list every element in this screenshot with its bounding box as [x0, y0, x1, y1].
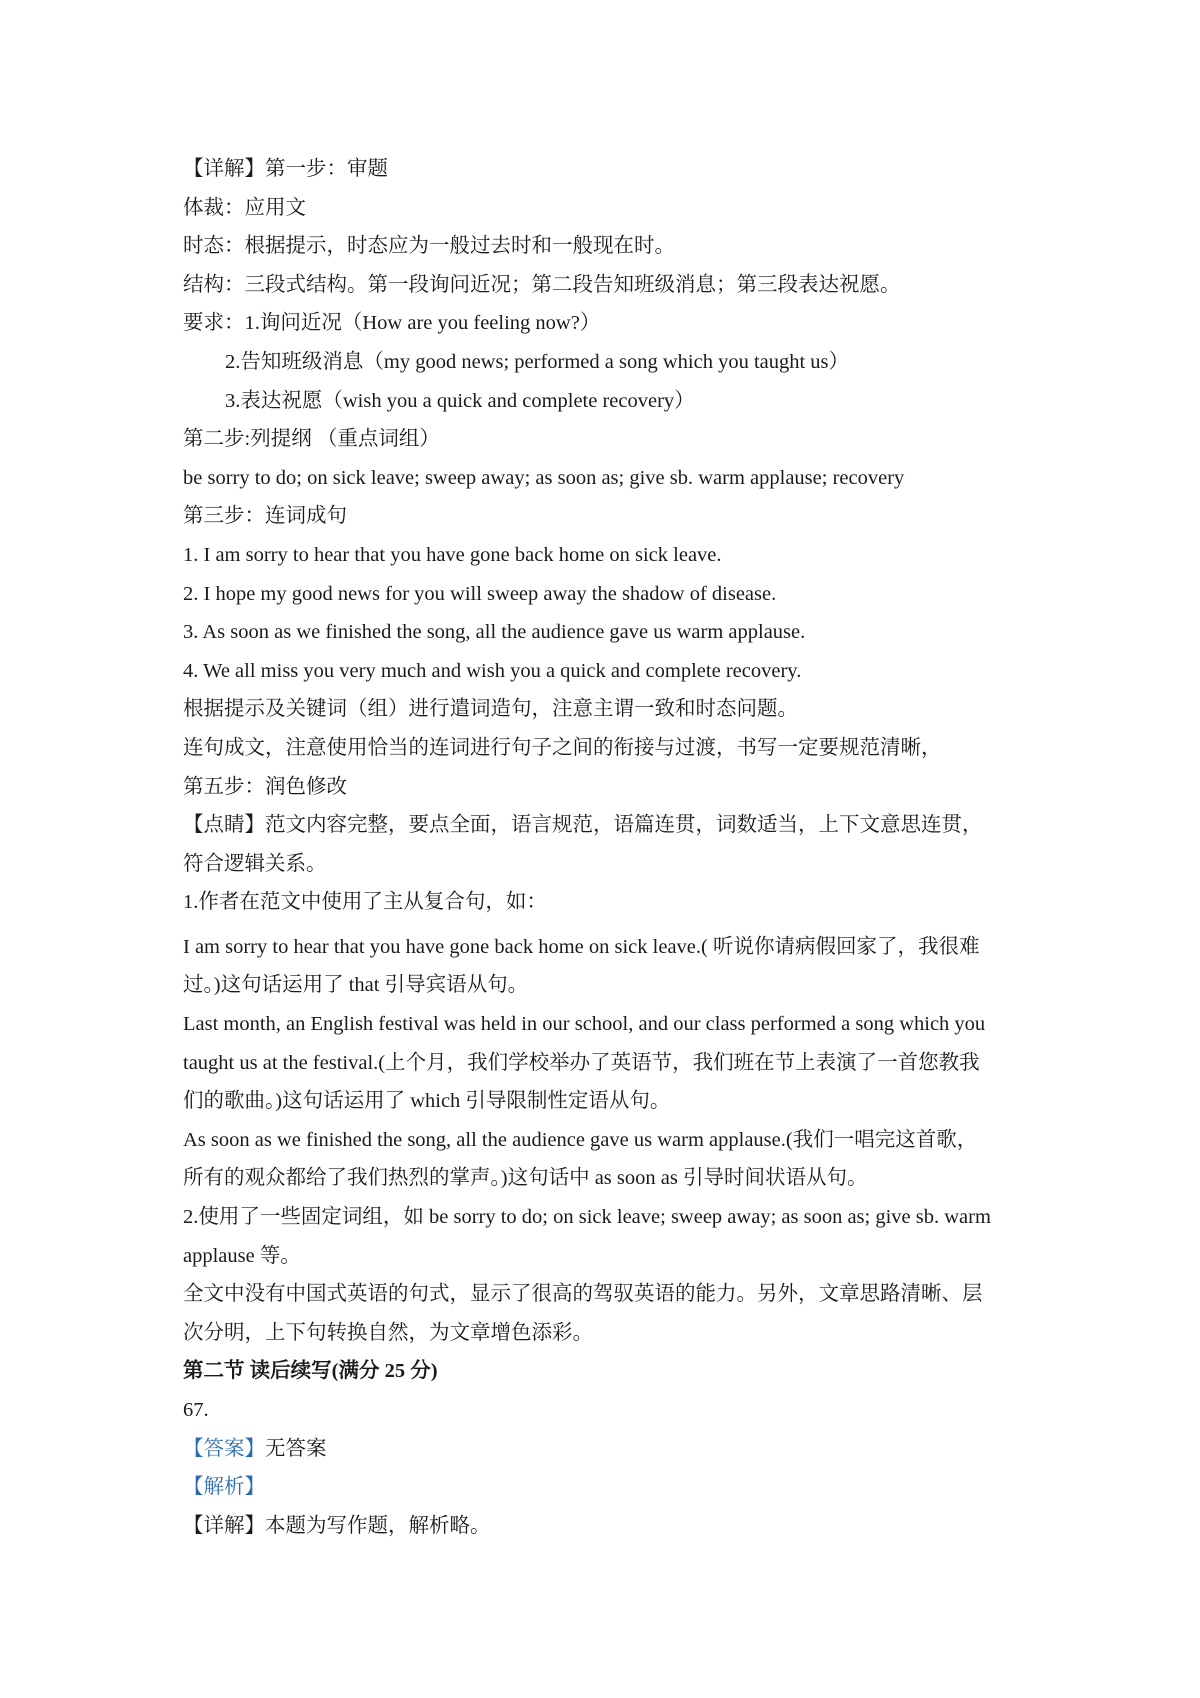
detail-line: [183, 1507, 1043, 1546]
summary-line-2: 次分明，上下句转换自然，为文章增色添彩。: [183, 1321, 593, 1344]
answer-line: [183, 1430, 1043, 1469]
summary-line-1: 全文中没有中国式英语的句式，显示了很高的驾驭英语的能力。另外，文章思路清晰、层: [183, 1283, 983, 1306]
note-line-2: 连句成文，注意使用恰当的连词进行句子之间的衔接与过渡，书写一定要规范清晰，: [183, 736, 942, 759]
point2-line-2: applause 等。: [183, 1244, 301, 1267]
requirement-line-3: 3.表达祝愿（wish you a quick and complete recovery）: [225, 389, 695, 412]
answer-tag: 【答案】: [183, 1437, 265, 1460]
sentence-1: 1. I am sorry to hear that you have gone back home on sick leave.: [183, 543, 722, 566]
example2-line-1: Last month, an English festival was held in our school, and our class performed a song which you: [183, 1013, 986, 1036]
example2-line-2: taught us at the festival.(上个月，我们学校举办了英语节，我们班在节上表演了一首您教我: [183, 1051, 980, 1074]
analysis-tag: 【解析】: [183, 1476, 265, 1499]
example2-line-3: 们的歌曲。)这句话运用了 which 引导限制性定语从句。: [183, 1090, 671, 1113]
sentence-4: 4. We all miss you very much and wish you a quick and complete recovery.: [183, 659, 802, 682]
requirement-line-1: 要求：1.询问近况（How are you feeling now?）: [183, 312, 601, 335]
step2-heading: 第二步:列提纲 （重点词组）: [183, 428, 440, 451]
highlight-line-2: 符合逻辑关系。: [183, 852, 327, 875]
requirement-line-2: 2.告知班级消息（my good news; performed a song which you taught us）: [225, 350, 850, 373]
sentence-2: 2. I hope my good news for you will sweep away the shadow of disease.: [183, 582, 777, 605]
detail-heading-step1: 【详解】第一步：审题: [183, 158, 388, 180]
section-heading: 第二节 读后续写(满分 25 分): [183, 1360, 438, 1383]
step3-heading: 第三步：连词成句: [183, 505, 347, 528]
detail-tag: 【详解】: [183, 1514, 265, 1537]
step5-heading: 第五步：润色修改: [183, 775, 347, 798]
answer-text: 无答案: [265, 1437, 327, 1460]
detail-text: 本题为写作题，解析略。: [265, 1514, 491, 1537]
genre-line: 体裁：应用文: [183, 196, 306, 219]
question-number: 67.: [183, 1399, 209, 1421]
example3-line-2: 所有的观众都给了我们热烈的掌声。)这句话中 as soon as 引导时间状语从句。: [183, 1167, 868, 1190]
example1-line-1: I am sorry to hear that you have gone back home on sick leave.( 听说你请病假回家了，我很难: [183, 935, 980, 958]
tense-line: 时态：根据提示，时态应为一般过去时和一般现在时。: [183, 235, 675, 258]
example1-line-2: 过。)这句话运用了 that 引导宾语从句。: [183, 974, 529, 997]
analysis-line: [183, 1468, 1043, 1507]
example3-line-1: As soon as we finished the song, all the audience gave us warm applause.(我们一唱完这首歌，: [183, 1128, 978, 1151]
point2-line-1: 2.使用了一些固定词组，如 be sorry to do; on sick leave; sweep away; as soon as; give sb. warm: [183, 1206, 991, 1229]
note-line-1: 根据提示及关键词（组）进行遣词造句，注意主谓一致和时态问题。: [183, 698, 798, 721]
highlight-line-1: 【点睛】范文内容完整，要点全面，语言规范，语篇连贯，词数适当，上下文意思连贯，: [183, 814, 983, 837]
structure-line: 结构：三段式结构。第一段询问近况；第二段告知班级消息；第三段表达祝愿。: [183, 273, 901, 296]
key-phrases-line: be sorry to do; on sick leave; sweep away; as soon as; give sb. warm applause; recovery: [183, 466, 905, 489]
point1-heading: 1.作者在范文中使用了主从复合句，如：: [183, 891, 547, 914]
document-body: [183, 150, 1043, 1545]
sentence-3: 3. As soon as we finished the song, all the audience gave us warm applause.: [183, 621, 806, 644]
